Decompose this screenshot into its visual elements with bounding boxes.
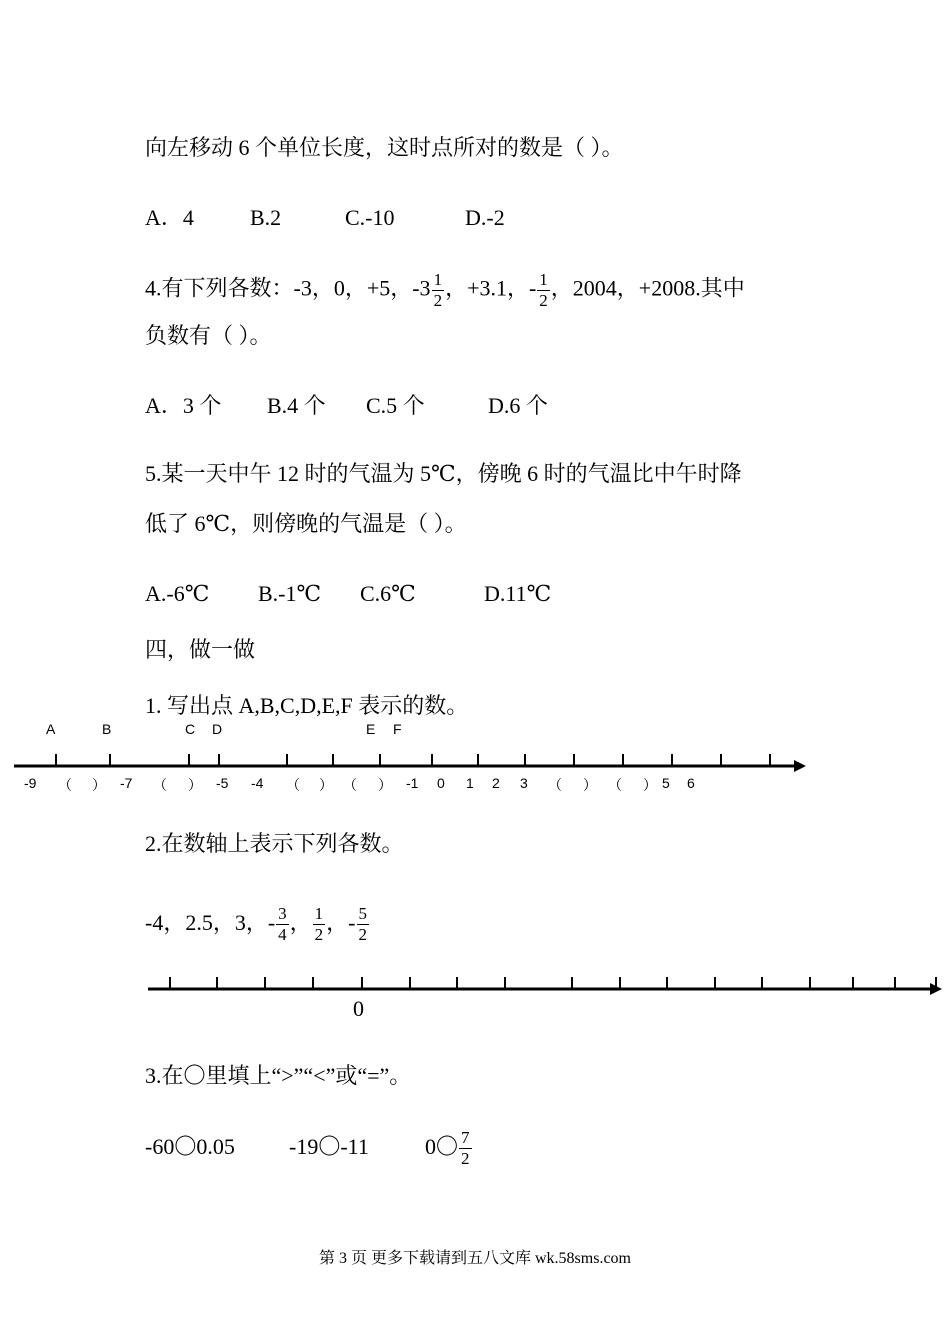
q3-option-a: A．4 (145, 205, 194, 230)
point-label-e: E (366, 721, 376, 737)
q3-option-d: D.-2 (465, 205, 505, 230)
tick-label: ） (643, 777, 657, 793)
tick-label: （ (153, 777, 167, 793)
q4-fraction-2: $\frac{1}{2}$ (539, 270, 548, 310)
tick-label: （ (58, 777, 72, 793)
tick-label: （ (608, 777, 622, 793)
q4-suffix: ，2004，+2008.其中 (550, 275, 745, 301)
page-footer: 第 3 页 更多下载请到五八文库 wk.58sms.com (318, 1250, 631, 1267)
tick-label: 6 (687, 775, 695, 791)
q3-option-b: B.2 (250, 205, 282, 230)
tick-label: ） (92, 777, 106, 793)
compare-item-3 (425, 1122, 473, 1172)
tick-label: -4 (251, 775, 264, 791)
tick-label: 1 (466, 775, 474, 791)
q4-line2: 负数有（ ）。 (145, 323, 272, 348)
point-label-f: F (393, 721, 402, 737)
q4-option-a: A．3 个 (145, 393, 222, 418)
section-4-title: 四，做一做 (145, 637, 256, 662)
q4-mid: ，+3.1，- (445, 275, 537, 301)
q4-option-b: B.4 个 (267, 393, 326, 418)
q4-prefix: 4.有下列各数：-3，0，+5，-3 (145, 275, 431, 301)
numbers-sep-1: ， (289, 910, 312, 935)
q5-option-a: A.-6℃ (145, 581, 210, 606)
tick-label: -7 (120, 775, 133, 791)
fraction-7-2: $\frac{7}{2}$ (461, 1128, 470, 1169)
q5-option-b: B.-1℃ (258, 581, 322, 606)
q4-option-c: C.5 个 (366, 393, 425, 418)
tick-label: -1 (406, 775, 419, 791)
q3-option-c: C.-10 (345, 205, 395, 230)
q5-option-c: C.6℃ (360, 581, 416, 606)
tick-label: -9 (24, 775, 37, 791)
number-line-1-ticks (56, 754, 770, 766)
q5-line1: 5.某一天中午 12 时的气温为 5℃，傍晚 6 时的气温比中午时降 (145, 461, 742, 486)
point-label-b: B (102, 721, 112, 737)
q4-fraction-1: $\frac{1}{2}$ (433, 270, 443, 310)
compare-item-2: -19〇-11 (289, 1134, 369, 1159)
tick-label: 2 (492, 775, 500, 791)
problem-1-text: 1. 写出点 A,B,C,D,E,F 表示的数。 (145, 693, 469, 718)
fraction-1-2: $\frac{1}{2}$ (314, 904, 324, 945)
tick-label: ） (188, 777, 202, 793)
number-line-2-zero-label: 0 (353, 996, 364, 1021)
numbers-sep-2: ，- (326, 910, 356, 935)
tick-label: （ (548, 777, 562, 793)
number-line-1-arrow (794, 760, 806, 772)
tick-label: ） (378, 777, 392, 793)
q5-line2: 低了 6℃，则傍晚的气温是（ ）。 (145, 511, 467, 536)
tick-label: -5 (216, 775, 229, 791)
tick-label: ） (319, 777, 333, 793)
q5-option-d: D.11℃ (484, 581, 552, 606)
fraction-5-2: $\frac{5}{2}$ (358, 904, 367, 945)
q3-text: 向左移动 6 个单位长度，这时点所对的数是（ ）。 (145, 135, 624, 160)
point-label-c: C (185, 721, 196, 737)
point-label-d: D (212, 721, 223, 737)
number-line-2 (148, 977, 942, 995)
problem-2-numbers (145, 898, 370, 948)
tick-label: （ (286, 777, 300, 793)
q4-option-d: D.6 个 (488, 393, 548, 418)
tick-label: ） (583, 777, 597, 793)
fraction-3-4: $\frac{3}{4}$ (278, 904, 287, 945)
point-label-a: A (46, 721, 56, 737)
compare-item-1: -60〇0.05 (145, 1134, 235, 1159)
problem-3-text: 3.在〇里填上“>”“<”或“=”。 (145, 1063, 412, 1088)
compare-item-3-prefix: 0〇 (425, 1134, 459, 1159)
tick-label: 3 (520, 775, 528, 791)
tick-label: （ (343, 777, 357, 793)
tick-label: 0 (437, 775, 445, 791)
numbers-prefix: -4，2.5，3，- (145, 910, 276, 935)
tick-label: 5 (662, 775, 670, 791)
problem-2-text: 2.在数轴上表示下列各数。 (145, 831, 404, 856)
